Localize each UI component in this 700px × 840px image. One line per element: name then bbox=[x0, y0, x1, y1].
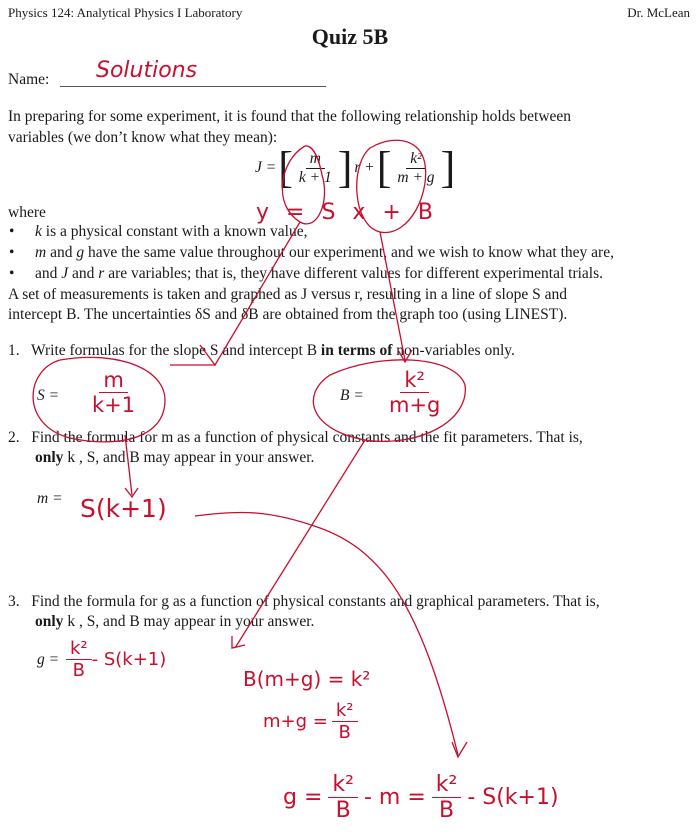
bullet-mg-var1: m bbox=[35, 244, 47, 261]
work-final-mid: - m = bbox=[363, 785, 426, 810]
name-value: Solutions bbox=[96, 58, 198, 83]
where-label: where bbox=[8, 204, 46, 221]
bullet-jr-var2: r bbox=[98, 265, 105, 282]
question-2-number: 2. bbox=[8, 429, 20, 446]
question-2 bbox=[8, 428, 583, 448]
measurement-paragraph-2: intercept B. The uncertainties δS and δB are obtained from the graph too (using LINEST). bbox=[8, 306, 568, 323]
answer-b-label-text: B = bbox=[340, 387, 364, 404]
answer-b-denominator: m+g bbox=[389, 393, 441, 417]
bullet-k-var: k bbox=[35, 223, 42, 240]
question-2-bold: only bbox=[35, 449, 64, 466]
question-3-line-2 bbox=[35, 612, 314, 632]
name-line[interactable] bbox=[60, 86, 326, 87]
bullet-jr-pre: and bbox=[35, 265, 62, 282]
bullet-jr-text2: are variables; that is, they have different values for different experimental trials. bbox=[104, 265, 604, 282]
question-1-number: 1. bbox=[8, 342, 20, 359]
bullet-k-text: is a physical constant with a known value, bbox=[41, 223, 308, 240]
term2-fraction bbox=[393, 150, 438, 187]
question-2-line-1: Find the formula for m as a function of physical constants and the fit parameters. That is, bbox=[31, 429, 583, 446]
question-1-text-a: Write formulas for the slope S and intercept B bbox=[30, 342, 321, 359]
question-2-line-2 bbox=[35, 448, 314, 468]
work-final-lhs: g = bbox=[283, 785, 323, 810]
instructor-name: Dr. McLean bbox=[627, 5, 690, 20]
bullet-jr-text1: and bbox=[68, 265, 99, 282]
answer-m-label-text: m = bbox=[37, 490, 63, 507]
work-final-tail: - S(k+1) bbox=[467, 785, 559, 810]
answer-m-label bbox=[37, 489, 63, 509]
answer-g-numerator: k² bbox=[66, 638, 92, 660]
intro-line-2: variables (we don’t know what they mean): bbox=[8, 129, 278, 146]
question-1 bbox=[8, 341, 515, 361]
question-3-line-1: Find the formula for g as a function of physical constants and graphical parameters. That is, bbox=[31, 593, 600, 610]
question-3-constraint: k , S, and B may appear in your answer. bbox=[63, 613, 315, 630]
question-2-constraint: k , S, and B may appear in your answer. bbox=[63, 449, 315, 466]
work-final-denominator-2: B bbox=[439, 798, 455, 823]
bullet-jr bbox=[35, 264, 603, 284]
term1-fraction bbox=[295, 150, 336, 187]
question-3-number: 3. bbox=[8, 593, 20, 610]
bracket-close-2: ] bbox=[440, 143, 456, 192]
equation-var: r + bbox=[354, 159, 375, 176]
arrow-step-head bbox=[232, 636, 245, 648]
quiz-title: Quiz 5B bbox=[311, 24, 389, 49]
equation-lhs: J = bbox=[255, 159, 277, 176]
answer-g-denominator: B bbox=[72, 660, 85, 681]
bracket-open: [ bbox=[278, 143, 293, 192]
measurement-paragraph-1: A set of measurements is taken and graphed as J versus r, resulting in a line of slope S and bbox=[8, 286, 567, 303]
answer-s-numerator: m bbox=[99, 368, 127, 393]
term1-numerator: m bbox=[306, 150, 325, 169]
question-3 bbox=[8, 592, 600, 612]
bracket-open-2: [ bbox=[376, 143, 392, 192]
answer-g-tail: - S(k+1) bbox=[91, 649, 167, 670]
bullet-mg bbox=[35, 243, 614, 263]
work-final-numerator-1: k² bbox=[328, 772, 358, 798]
work-step-1: B(m+g) = k² bbox=[243, 667, 371, 691]
term2-denominator: m + g bbox=[397, 168, 435, 186]
answer-s-label-text: S = bbox=[37, 387, 60, 404]
answer-s-value bbox=[88, 368, 139, 417]
bullet-mg-var2: g bbox=[76, 244, 85, 261]
bullet-jr-var1: J bbox=[61, 265, 69, 282]
answer-g-label-text: g = bbox=[37, 651, 60, 668]
answer-m-value: S(k+1) bbox=[80, 494, 167, 523]
work-final bbox=[283, 772, 559, 823]
work-step-2-lhs: m+g = bbox=[263, 711, 328, 732]
bullet-mg-text1: and bbox=[46, 244, 77, 261]
main-equation bbox=[255, 143, 456, 192]
question-1-text-b: non-variables only. bbox=[392, 342, 515, 359]
bullet-mg-text2: have the same value throughout our experiment, and we wish to know what they are, bbox=[84, 244, 614, 261]
bracket-close: ] bbox=[337, 143, 353, 192]
answer-g-value bbox=[66, 638, 166, 681]
work-step-2-denominator: B bbox=[338, 722, 351, 743]
answer-s-label bbox=[37, 386, 59, 406]
arrow-final-head bbox=[452, 742, 467, 757]
name-label: Name: bbox=[8, 71, 50, 88]
answer-b-value bbox=[385, 368, 444, 417]
work-step-2-numerator: k² bbox=[332, 700, 358, 722]
term2-numerator: k² bbox=[406, 150, 426, 169]
bullet-k bbox=[35, 222, 308, 242]
question-1-bold: in terms of bbox=[320, 342, 393, 359]
term1-denominator: k + 1 bbox=[298, 168, 332, 186]
answer-b-label bbox=[340, 386, 364, 406]
answer-s-denominator: k+1 bbox=[92, 393, 136, 417]
equation-annotation: y = S x + B bbox=[256, 200, 433, 225]
work-final-denominator-1: B bbox=[335, 798, 351, 823]
answer-g-label bbox=[37, 650, 59, 670]
answer-b-numerator: k² bbox=[400, 368, 429, 393]
work-final-numerator-2: k² bbox=[432, 772, 462, 798]
question-3-bold: only bbox=[35, 613, 64, 630]
intro-line-1: In preparing for some experiment, it is found that the following relationship holds between bbox=[8, 108, 572, 125]
work-step-2 bbox=[263, 700, 358, 743]
course-title: Physics 124: Analytical Physics I Laboratory bbox=[8, 5, 243, 20]
